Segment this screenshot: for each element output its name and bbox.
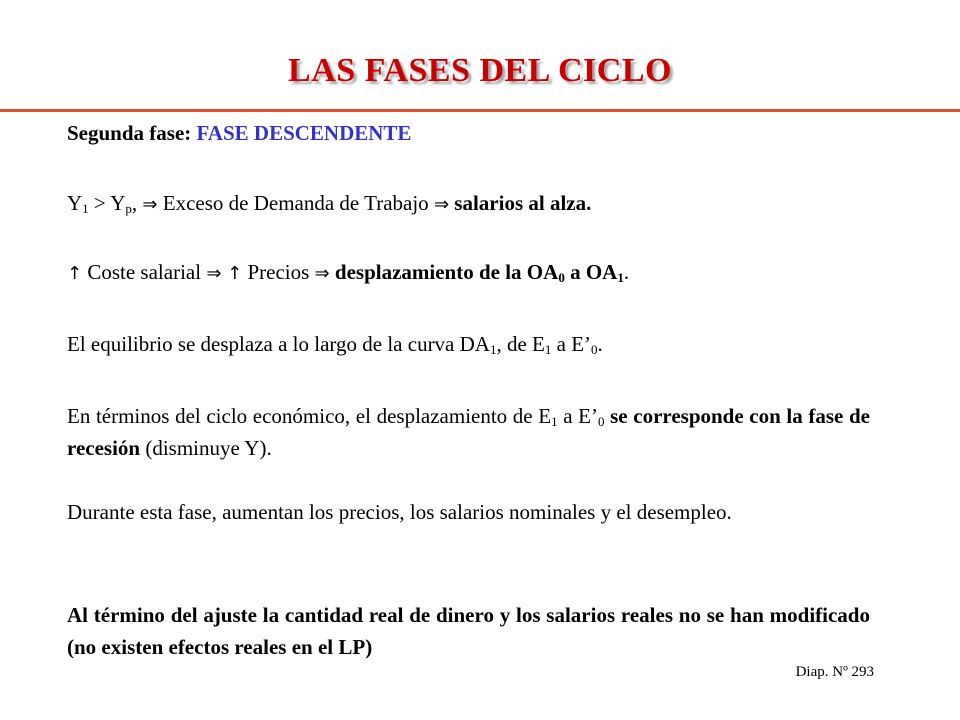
y-sub: 1 [82,201,89,216]
paragraph-excess-demand [67,187,870,221]
up-arrow-icon: ↑ [221,263,243,284]
wages-up-text: salarios al alza. [449,191,592,215]
paragraph-cycle: En términos del ciclo económico, el desplazamiento de $E_1$ a $E’_0$ se corresponde con la fase de recesión (disminuye Y). [67,404,870,460]
paragraph-phase-effects: Durante esta fase, aumentan los precios, los salarios nominales y el desempleo. [67,500,732,524]
paragraph-cost-prices [67,256,870,290]
up-arrow-icon: ↑ [67,263,83,284]
period: . [623,260,630,284]
slide-number: Diap. Nº 293 [795,664,874,680]
comma-text: , [131,191,143,215]
gt-text: > Y [88,191,126,215]
implies-icon: ⇒ [206,263,222,284]
title-divider [0,109,960,112]
phase-heading [67,117,870,149]
excess-text: Exceso de Demanda de Trabajo [157,191,434,215]
shift-text: desplazamiento de la $OA_0$ a $OA_1$ [329,260,624,285]
implies-icon: ⇒ [314,263,330,284]
implies-icon: ⇒ [433,194,450,215]
phase-name: FASE DESCENDENTE [196,121,412,145]
yp-sub: p [125,201,132,216]
cost-text: Coste salarial [82,260,207,284]
paragraph-equilibrium: El equilibrio se desplaza a lo largo de la curva $DA_1$, de $E_1$ a $E’_0$. [67,332,603,357]
recession-text: se corresponde con la fase de recesión [67,404,870,460]
paragraph-conclusion: Al término del ajuste la cantidad real de dinero y los salarios reales no se han modificado (no existen efectos reales en el LP) [67,603,870,659]
implies-icon: ⇒ [142,194,158,215]
y-var: Y [67,191,83,215]
phase-label: Segunda fase: [67,121,197,145]
slide-title: LAS FASES DEL CICLO [288,52,672,89]
prices-text: Precios [242,260,315,284]
